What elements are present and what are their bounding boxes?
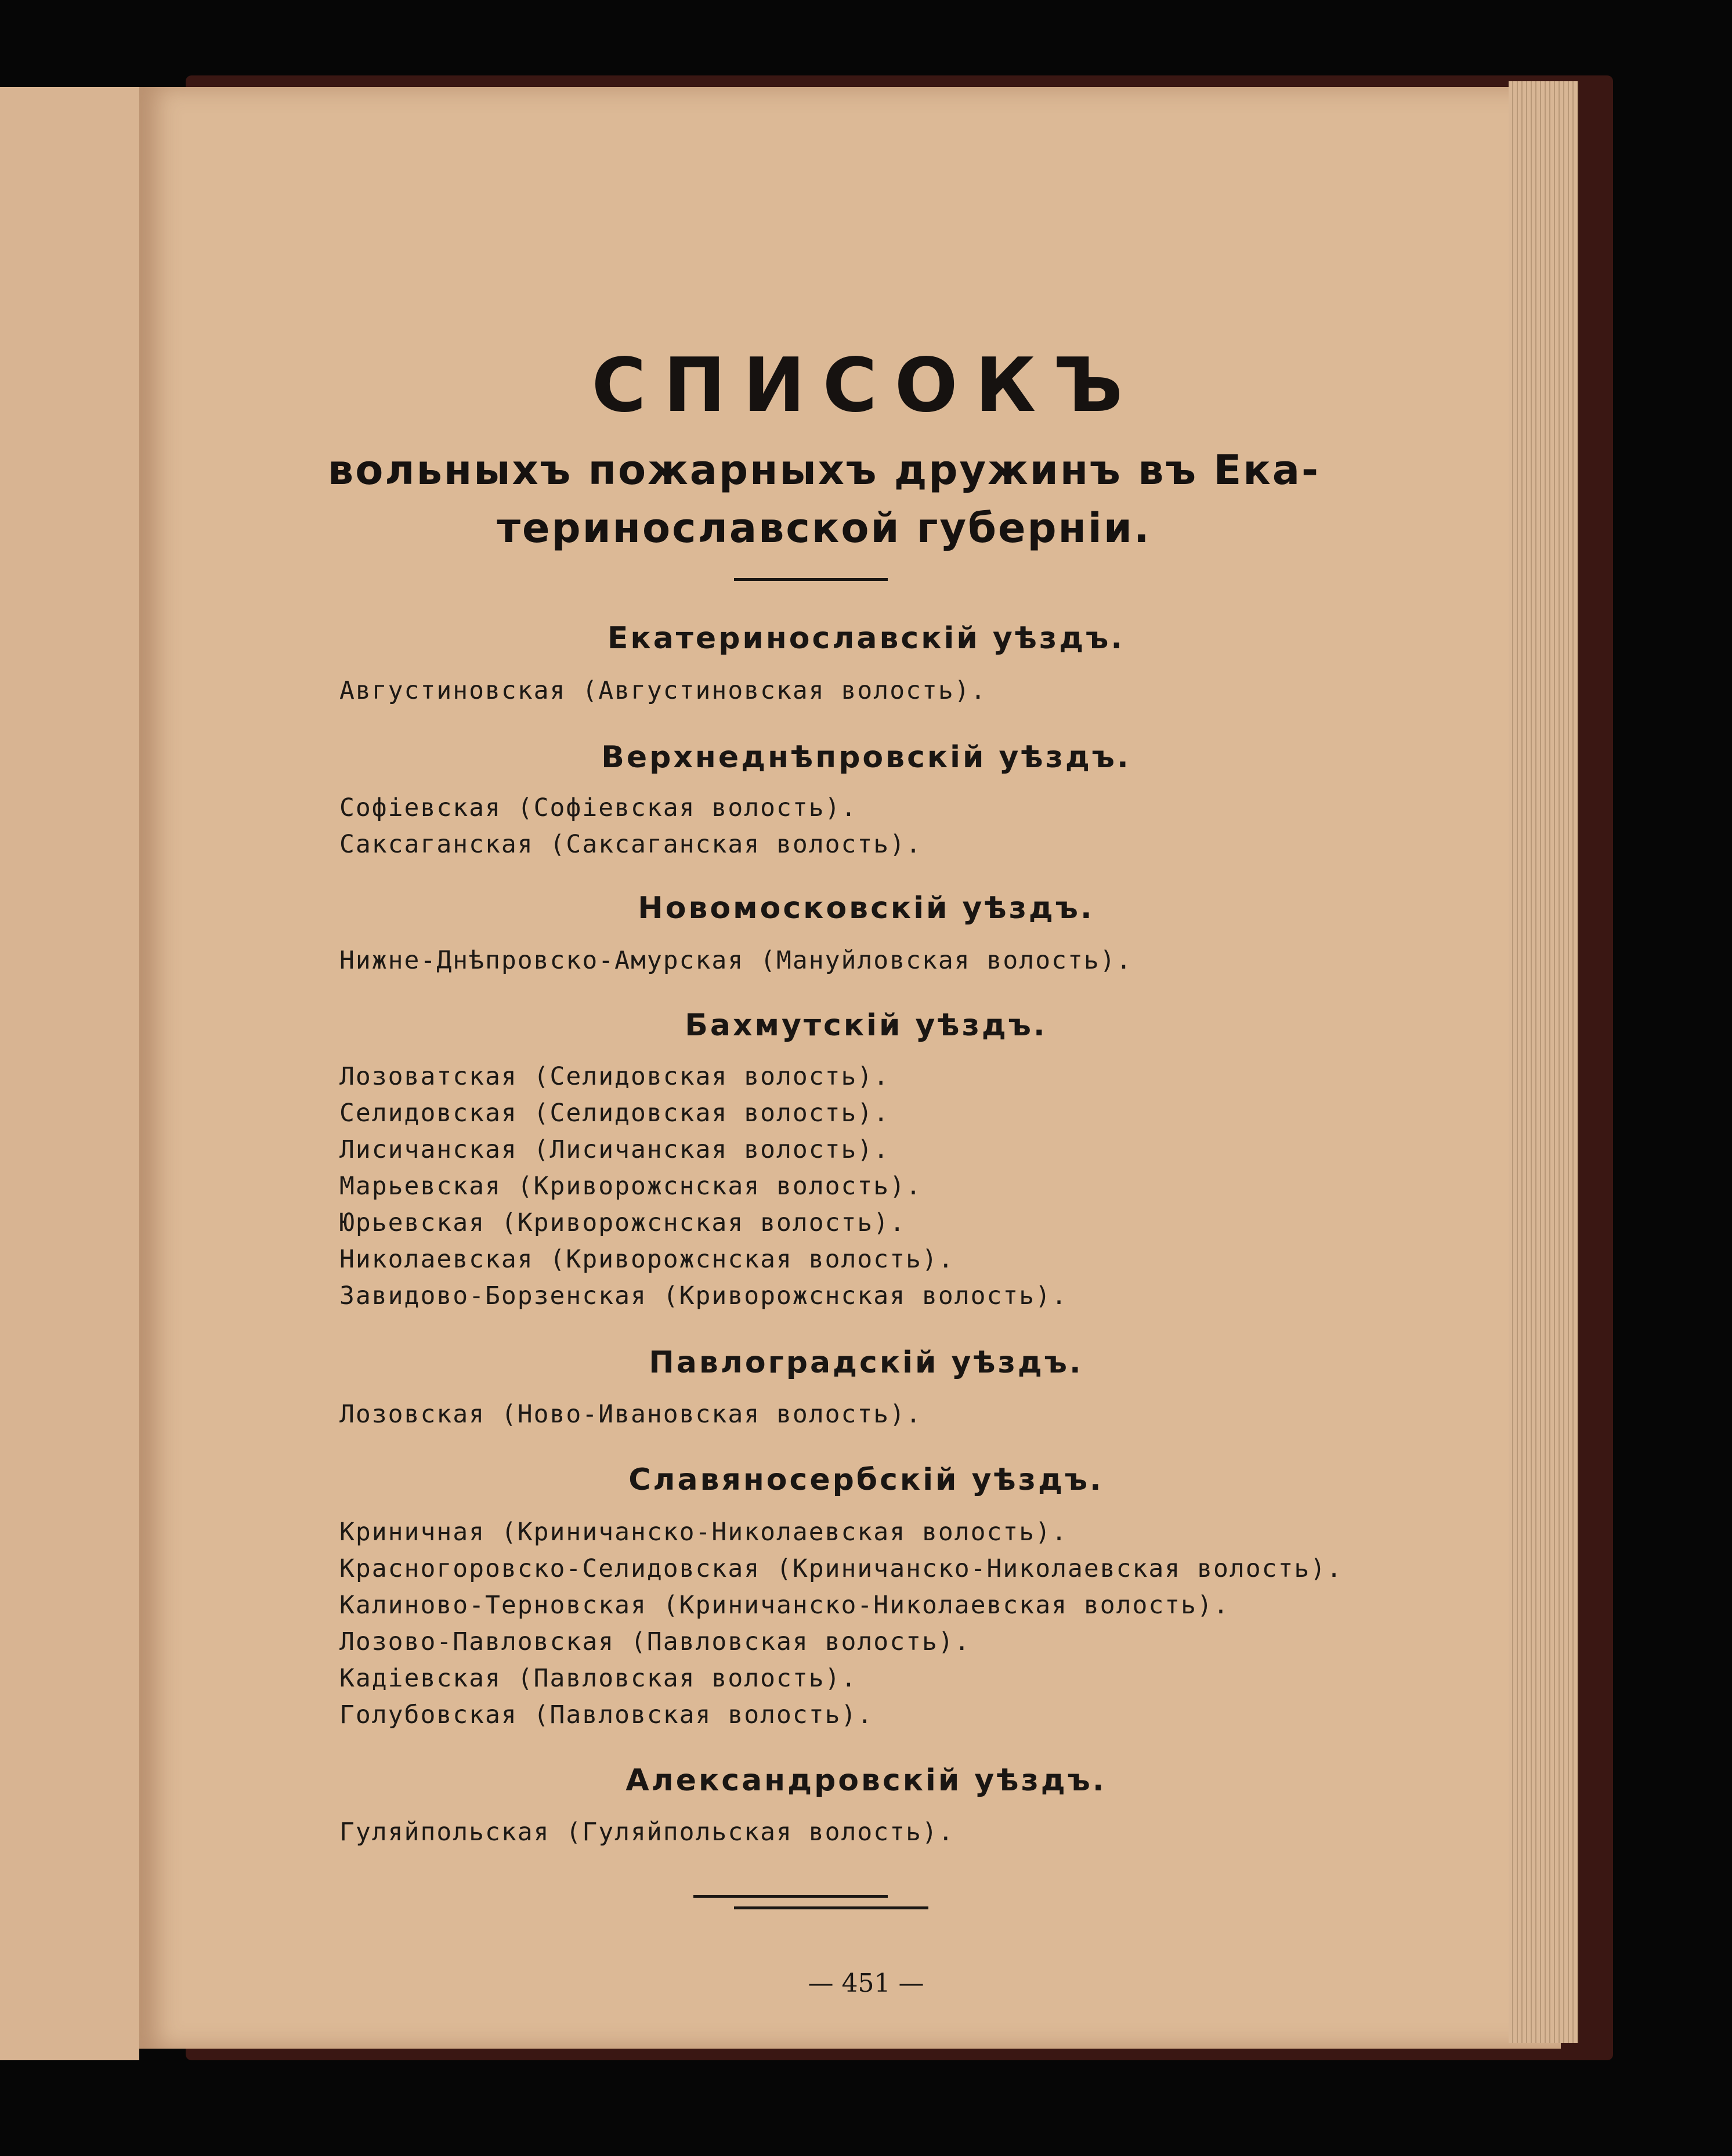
subtitle-line-1: вольныхъ пожарныхъ дружинъ въ Ека-	[327, 446, 1321, 494]
list-item: Лозоватская (Селидовская волость).	[339, 1062, 890, 1091]
section-heading: Александровскій уѣздъ.	[625, 1763, 1107, 1798]
section-heading: Екатеринославскій уѣздъ.	[607, 621, 1125, 656]
section-heading: Славяносербскій уѣздъ.	[628, 1462, 1104, 1497]
list-item: Лозовская (Ново-Ивановская волость).	[339, 1400, 922, 1429]
list-item: Лозово-Павловская (Павловская волость).	[339, 1627, 971, 1656]
list-item: Гуляйпольская (Гуляйпольская волость).	[339, 1818, 954, 1847]
end-rule-bottom	[734, 1906, 928, 1909]
list-item: Кадіевская (Павловская волость).	[339, 1664, 858, 1693]
list-item: Калиново-Терновская (Криничанско-Николаевская волость).	[339, 1591, 1230, 1620]
title-rule	[734, 578, 888, 581]
subtitle-line-2: теринославской губерніи.	[497, 504, 1151, 552]
page-title: СПИСОКЪ	[591, 342, 1141, 429]
list-item: Саксаганская (Саксаганская волость).	[339, 830, 922, 859]
section-heading: Павлоградскій уѣздъ.	[649, 1345, 1083, 1380]
list-item: Красногоровско-Селидовская (Криничанско-Николаевская волость).	[339, 1554, 1343, 1583]
list-item: Завидово-Борзенская (Криворожснская волость).	[339, 1281, 1068, 1310]
end-rule-top	[693, 1895, 888, 1898]
list-item: Лисичанская (Лисичанская волость).	[339, 1135, 890, 1164]
section-heading: Новомосковскій уѣздъ.	[638, 891, 1094, 926]
section-heading: Бахмутскій уѣздъ.	[685, 1008, 1047, 1043]
page-number: — 451 —	[808, 1969, 924, 1998]
list-item: Юрьевская (Криворожснская волость).	[339, 1208, 906, 1237]
list-item: Николаевская (Криворожснская волость).	[339, 1245, 954, 1274]
list-item: Марьевская (Криворожснская волость).	[339, 1172, 922, 1201]
list-item: Голубовская (Павловская волость).	[339, 1700, 874, 1729]
list-item: Августиновская (Августиновская волость).	[339, 676, 987, 705]
subtitle	[255, 441, 1393, 557]
list-item: Селидовская (Селидовская волость).	[339, 1099, 890, 1128]
list-item: Криничная (Криничанско-Николаевская волость).	[339, 1518, 1068, 1547]
list-item: Нижне-Днѣпровско-Амурская (Мануйловская волость).	[339, 946, 1133, 975]
list-item: Софіевская (Софіевская волость).	[339, 793, 858, 822]
section-heading: Верхнеднѣпровскій уѣздъ.	[601, 740, 1131, 775]
